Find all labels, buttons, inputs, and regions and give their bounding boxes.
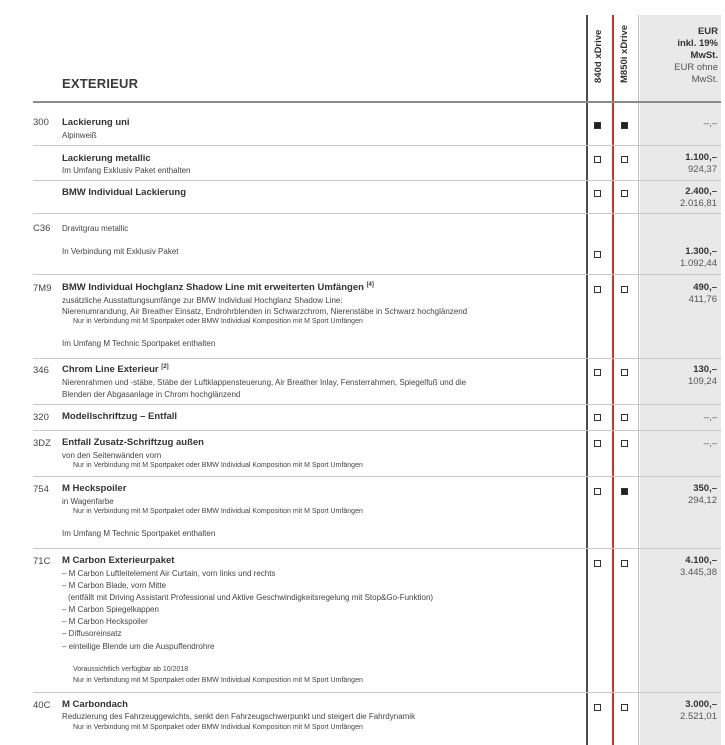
row-title-text: BMW Individual Hochglanz Shadow Line mit erweiterten Umfängen [62,282,364,294]
row-title: Modellschriftzug – Entfall [62,411,178,422]
price-cell [640,246,717,270]
list-item: – Diffusoreinsatz [62,629,122,638]
checkbox-m850i-option [621,414,628,421]
row-note: Nur in Verbindung mit M Sportpaket oder BMW Individual Komposition mit M Sport Umfängen [73,724,363,731]
price-header-currency: EUR [697,26,718,37]
checkbox-m850i-option [621,560,628,567]
column-header-m850i [619,24,633,94]
header-divider [33,101,721,103]
row-code: 40C [33,700,51,711]
column-divider-m850i [612,15,614,745]
row-note: Nur in Verbindung mit M Sportpaket oder BMW Individual Komposition mit M Sport Umfängen [73,318,363,325]
checkbox-m850i-option [621,286,628,293]
row-divider [33,548,721,549]
column-header-m850i-text: M850i xDrive [619,24,630,83]
row-code: 3DZ [33,438,51,449]
price-gross: 490,– [693,282,717,293]
price-net: 2.016,81 [680,198,717,209]
row-code: 71C [33,556,51,567]
row-divider [33,274,721,275]
price-cell [640,364,717,388]
row-code: 754 [33,484,49,495]
price-cell [640,483,717,507]
row-title: BMW Individual Lackierung [62,187,187,198]
list-item: – M Carbon Spiegelkappen [62,605,159,614]
row-note: Nur in Verbindung mit M Sportpaket oder BMW Individual Komposition mit M Sport Umfängen [73,508,363,515]
row-note: Nur in Verbindung mit M Sportpaket oder BMW Individual Komposition mit M Sport Umfängen [73,677,363,684]
checkbox-840d-standard [594,122,601,129]
row-title: Lackierung uni [62,117,130,128]
price-dash: –,– [703,118,717,129]
price-net: 2.521,01 [680,711,717,722]
column-header-840d [593,24,607,94]
price-gross: 350,– [693,483,717,494]
price-gross: 1.300,– [685,246,717,257]
list-item: – M Carbon Luftleitelement Air Curtain, vorn links und rechts [62,569,276,578]
checkbox-840d-option [594,190,601,197]
row-divider [33,476,721,477]
row-subtitle: von den Seitenwänden vorn [62,451,162,460]
row-detail: Blenden der Abgasanlage in Chrom hochglänzend [62,390,241,399]
price-header [640,26,718,86]
checkbox-840d-option [594,156,601,163]
row-extra: Im Umfang M Technic Sportpaket enthalten [62,339,216,348]
checkbox-840d-option [594,251,601,258]
price-net: 924,37 [687,164,717,175]
row-subtitle: In Verbindung mit Exklusiv Paket [62,247,179,256]
price-cell [640,152,717,176]
row-divider [33,358,721,359]
column-divider-840d [586,15,588,745]
price-header-net-label: MwSt. [691,74,718,85]
list-item: – M Carbon Blade, vorn Mitte [62,581,167,590]
price-gross: 2.400,– [685,186,717,197]
price-cell [640,186,717,210]
checkbox-840d-option [594,440,601,447]
price-gross: 4.100,– [685,555,717,566]
row-title-text: Chrom Line Exterieur [62,364,159,376]
row-divider [33,692,721,693]
checkbox-m850i-option [621,369,628,376]
checkbox-m850i-option [621,156,628,163]
row-title [62,282,374,293]
price-cell [640,282,717,306]
row-title: M Heckspoiler [62,483,127,494]
footnote-ref: [4] [366,282,374,288]
price-cell [640,699,717,723]
footnote-ref: [2] [161,364,169,370]
checkbox-840d-option [594,704,601,711]
checkbox-840d-option [594,369,601,376]
price-header-net: EUR ohne [674,62,718,73]
list-item: (entfällt mit Driving Assistant Professional und Aktive Geschwindigkeitsregelung mit Stop&Go-Funktion) [68,593,434,602]
row-subtitle: Alpinweiß [62,131,97,140]
row-divider [33,430,721,431]
row-note: Nur in Verbindung mit M Sportpaket oder BMW Individual Komposition mit M Sport Umfängen [73,462,363,469]
checkbox-m850i-standard [621,488,628,495]
row-title: M Carbondach [62,699,128,710]
row-divider [33,180,721,181]
checkbox-840d-option [594,414,601,421]
row-code: 320 [33,412,49,423]
row-code: 300 [33,117,49,128]
list-item: – einteilige Blende um die Auspuffendrohre [62,642,215,651]
price-gross: 1.100,– [685,152,717,163]
row-divider [33,213,721,214]
column-divider-price [638,15,639,745]
price-dash: –,– [703,438,717,449]
price-net: 3.445,38 [680,567,717,578]
row-code: 7M9 [33,283,52,294]
row-title: Dravitgrau metallic [62,224,129,233]
row-code: C36 [33,223,51,234]
row-title: M Carbon Exterieurpaket [62,555,175,566]
row-detail: Nierenumrandung, Air Breather Einsatz, Endrohrblenden in Schwarzchrom, Nierenstäbe in Schwarz hochglänzend [62,307,468,316]
row-extra: Im Umfang M Technic Sportpaket enthalten [62,529,216,538]
row-detail: zusätzliche Ausstattungsumfänge zur BMW Individual Hochglanz Shadow Line: [62,296,343,305]
row-title: Entfall Zusatz-Schriftzug außen [62,437,204,448]
price-net: 109,24 [687,376,717,387]
row-note: Voraussichtlich verfügbar ab 10/2018 [73,666,189,673]
checkbox-840d-option [594,488,601,495]
row-divider [33,145,721,146]
column-header-840d-text: 840d xDrive [593,29,604,83]
price-cell [640,555,717,579]
row-detail: Nierenrahmen und -stäbe, Stäbe der Luftklappensteuerung, Air Breather Inlay, Fensterrahmen, Spiegelfuß und die [62,378,467,387]
price-gross: 3.000,– [685,699,717,710]
price-header-vat-label: MwSt. [690,50,718,61]
row-title: Lackierung metallic [62,153,151,164]
row-subtitle: Im Umfang Exklusiv Paket enthalten [62,166,191,175]
row-title [62,364,169,375]
row-divider [33,404,721,405]
list-item: – M Carbon Heckspoiler [62,617,148,626]
checkbox-m850i-option [621,190,628,197]
row-subtitle: Reduzierung des Fahrzeuggewichts, senkt den Fahrzeugschwerpunkt und steigert die Fahrdynamik [62,712,416,721]
checkbox-840d-option [594,286,601,293]
section-title: EXTERIEUR [62,76,139,91]
row-subtitle: in Wagenfarbe [62,497,114,506]
price-header-vat: inkl. 19% [677,38,718,49]
checkbox-m850i-option [621,440,628,447]
row-code: 346 [33,365,49,376]
price-net: 1.092,44 [680,258,717,269]
price-gross: 130,– [693,364,717,375]
checkbox-m850i-option [621,704,628,711]
price-net: 411,76 [688,294,717,305]
checkbox-840d-option [594,560,601,567]
price-dash: –,– [703,412,717,423]
price-net: 294,12 [687,495,717,506]
checkbox-m850i-standard [621,122,628,129]
